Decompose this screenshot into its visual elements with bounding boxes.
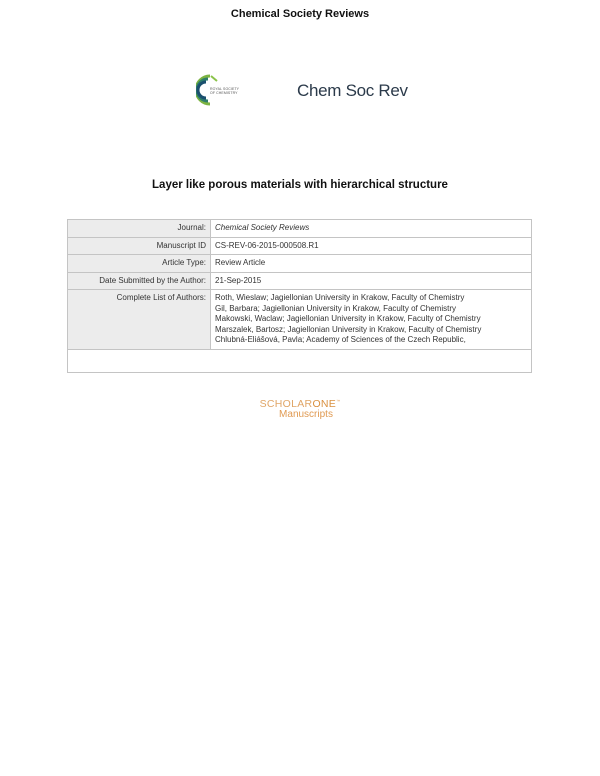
logo-row: [196, 72, 426, 112]
empty-cell: [68, 349, 532, 372]
table-row: [68, 272, 532, 290]
table-row: [68, 290, 532, 350]
trademark-symbol: ™: [336, 398, 341, 404]
row-value: Chemical Society Reviews: [211, 220, 532, 238]
row-label: Article Type:: [68, 255, 211, 273]
row-label: Journal:: [68, 220, 211, 238]
manuscripts-text: Manuscripts: [279, 409, 333, 420]
paper-title: Layer like porous materials with hierarchical structure: [152, 179, 448, 191]
author-line: Gil, Barbara; Jagiellonian University in Krakow, Faculty of Chemistry: [215, 303, 456, 313]
authors-list: [211, 290, 532, 350]
one-text: ONE: [312, 398, 337, 410]
table-row: [68, 255, 532, 273]
author-line: Makowski, Waclaw; Jagiellonian University in Krakow, Faculty of Chemistry: [215, 314, 481, 323]
table-row: [68, 237, 532, 255]
rsc-logo: [196, 72, 246, 110]
author-line: Roth, Wieslaw; Jagiellonian University in Krakow, Faculty of Chemistry: [215, 293, 465, 302]
chem-soc-rev-logo: Chem Soc Rev: [297, 81, 408, 100]
rsc-line-2: OF CHEMISTRY: [210, 91, 238, 95]
author-line: Marszalek, Bartosz; Jagiellonian University in Krakow, Faculty of Chemistry: [215, 324, 482, 334]
rsc-wordmark: [210, 87, 239, 95]
row-value: Review Article: [211, 255, 532, 273]
row-label: Manuscript ID: [68, 237, 211, 255]
scholarone-logo: [0, 398, 600, 420]
row-value: CS-REV-06-2015-000508.R1: [211, 237, 532, 255]
authors-label: Complete List of Authors:: [68, 290, 211, 350]
manuscript-info-table: [67, 219, 532, 373]
row-value: 21-Sep-2015: [211, 272, 532, 290]
table-row-empty: [68, 349, 532, 372]
author-line: Chlubná-Eliášová, Pavla; Academy of Sciences of the Czech Republic,: [215, 335, 466, 344]
rsc-line-1: ROYAL SOCIETY: [210, 87, 240, 91]
journal-header: Chemical Society Reviews: [230, 8, 370, 20]
row-label: Date Submitted by the Author:: [68, 272, 211, 290]
table-row: [68, 220, 532, 238]
scholar-text: SCHOLAR: [259, 398, 313, 410]
